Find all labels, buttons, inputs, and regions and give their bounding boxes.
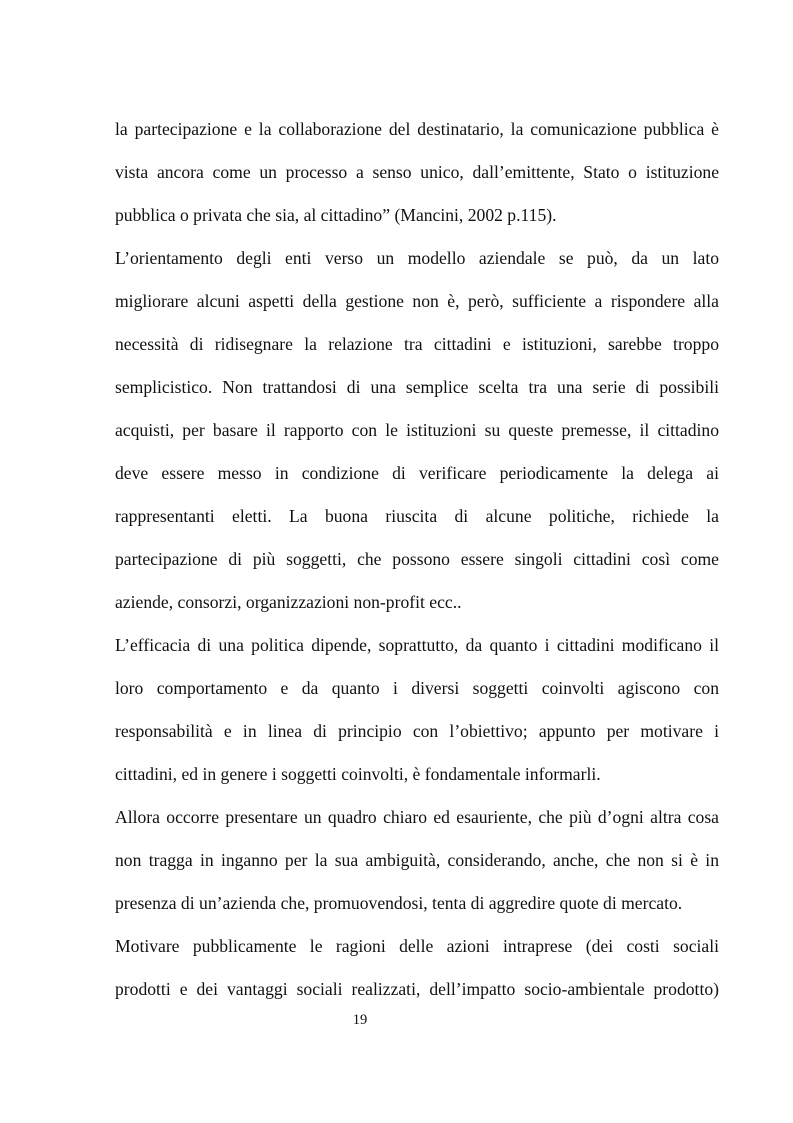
text-line: deve essere messo in condizione di verificare periodicamente la delega ai (115, 463, 719, 483)
text-line: acquisti, per basare il rapporto con le istituzioni su queste premesse, il cittadino (115, 420, 719, 440)
text-line: prodotti e dei vantaggi sociali realizzati, dell’impatto socio-ambientale prodotto) (115, 979, 719, 999)
text-line: non tragga in inganno per la sua ambiguità, considerando, anche, che non si è in (115, 850, 719, 870)
text-line: vista ancora come un processo a senso unico, dall’emittente, Stato o istituzione (115, 162, 719, 182)
text-line: partecipazione di più soggetti, che possono essere singoli cittadini così come (115, 549, 719, 569)
text-line: loro comportamento e da quanto i diversi soggetti coinvolti agiscono con (115, 678, 719, 698)
text-line: rappresentanti eletti. La buona riuscita di alcune politiche, richiede la (115, 506, 719, 526)
text-line: migliorare alcuni aspetti della gestione non è, però, sufficiente a rispondere alla (115, 291, 719, 311)
page-number: 19 (352, 1012, 368, 1028)
text-line: pubblica o privata che sia, al cittadino” (Mancini, 2002 p.115). (115, 205, 557, 225)
text-line: presenza di un’azienda che, promuovendosi, tenta di aggredire quote di mercato. (115, 893, 683, 913)
text-line: necessità di ridisegnare la relazione tra cittadini e istituzioni, sarebbe troppo (115, 334, 719, 354)
text-line: aziende, consorzi, organizzazioni non-profit ecc.. (115, 592, 462, 612)
text-line: L’orientamento degli enti verso un modello aziendale se può, da un lato (115, 248, 719, 268)
body-text (115, 108, 719, 1011)
text-line: Motivare pubblicamente le ragioni delle azioni intraprese (dei costi sociali (115, 936, 719, 956)
text-line: la partecipazione e la collaborazione del destinatario, la comunicazione pubblica è (115, 119, 719, 139)
text-line: responsabilità e in linea di principio con l’obiettivo; appunto per motivare i (115, 721, 719, 741)
text-line: Allora occorre presentare un quadro chiaro ed esauriente, che più d’ogni altra cosa (115, 807, 719, 827)
text-line: semplicistico. Non trattandosi di una semplice scelta tra una serie di possibili (115, 377, 719, 397)
text-line: L’efficacia di una politica dipende, soprattutto, da quanto i cittadini modificano il (115, 635, 719, 655)
text-line: cittadini, ed in genere i soggetti coinvolti, è fondamentale informarli. (115, 764, 601, 784)
